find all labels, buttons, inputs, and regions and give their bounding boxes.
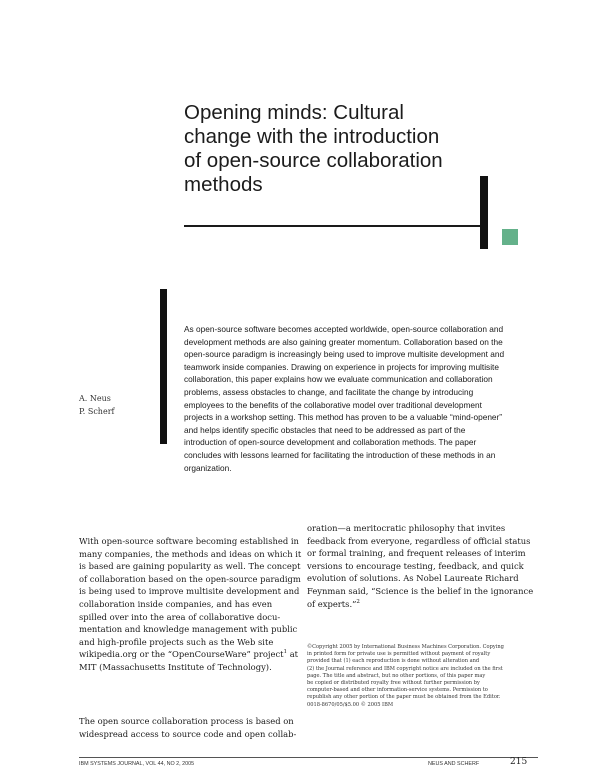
abstract-line: development methods are also gaining greater momentum. Collaboration based on the [184, 336, 503, 347]
title-line: change with the introduction [184, 125, 440, 148]
body-line: Feynman said, “Science is the belief in the ignorance [307, 585, 534, 596]
article-title [184, 101, 484, 197]
body-line-text: at [287, 649, 299, 660]
body-line: feedback from everyone, regardless of official status [307, 535, 531, 546]
abstract-line: collaboration, this paper explains how we evaluate communication and collaboration [184, 374, 493, 385]
author-list [79, 392, 114, 418]
decorative-green-square [502, 229, 518, 245]
abstract-line: projects in a workshop setting. This method has proven to be a valuable “mind-opener” [184, 412, 503, 423]
body-line: many companies, the methods and ideas on which it [79, 548, 302, 559]
title-line: methods [184, 173, 263, 196]
copyright-line: republish any other portion of the paper must be obtained from the Editor. [307, 694, 501, 701]
author-name: P. Scherf [79, 407, 115, 416]
body-line: oration—a meritocratic philosophy that invites [307, 523, 506, 533]
title-line: of open-source collaboration [184, 149, 443, 172]
decorative-vertical-bar-right [480, 176, 488, 249]
abstract-line: introduction of open-source development and collaboration methods. The paper [184, 437, 477, 448]
body-line: evolution of solutions. As Nobel Laureate Richard [307, 573, 519, 584]
body-line-text: wikipedia.org or the “OpenCourseWare” project [79, 649, 284, 660]
body-column-right [307, 522, 534, 610]
footnote-ref[interactable]: 1 [283, 649, 288, 656]
copyright-line: provided that (1) each reproduction is done without alteration and [307, 658, 480, 665]
abstract-line: employees to the benefits of the collaborative model over traditional development [184, 399, 482, 410]
footer-rule [79, 757, 538, 758]
body-line [307, 598, 527, 611]
abstract-line: and helps identify specific obstacles that need to be addressed as part of the [184, 424, 466, 435]
body-line: spilled over into the area of collaborative docu- [79, 611, 281, 622]
body-line: collaboration inside companies, and has even [79, 598, 273, 609]
abstract-line: As open-source software becomes accepted worldwide, open-source collaboration and [184, 324, 504, 334]
abstract-line: teamwork inside companies. Drawing on experience in projects for improving multisite [184, 361, 499, 372]
body-line: or formal training, and frequent releases of interim [307, 548, 526, 559]
body-line: MIT (Massachusetts Institute of Technology). [79, 661, 272, 672]
copyright-line: be copied or distributed royalty free without further permission by [307, 680, 480, 687]
body-line: widespread access to source code and open collab- [79, 728, 297, 739]
footnote-ref[interactable]: 2 [356, 598, 360, 605]
copyright-line: in printed form for private use is permitted without payment of royalty [307, 651, 491, 658]
abstract-line: organization. [184, 462, 232, 473]
body-line: mentation and knowledge management with public [79, 624, 298, 635]
body-line [79, 648, 299, 661]
title-line: Opening minds: Cultural [184, 101, 404, 124]
abstract [184, 323, 536, 474]
copyright-line: computer-based and other information-service systems. Permission to [307, 687, 488, 694]
decorative-vertical-bar-left [160, 289, 167, 444]
body-column-left-para1 [79, 535, 302, 674]
copyright-line: page. The title and abstract, but no other portions, of this paper may [307, 672, 486, 679]
abstract-line: problems, assess obstacles to change, and facilitate the change by introducing [184, 386, 474, 397]
abstract-line: open-source paradigm is increasingly being used to improve multisite development and [184, 349, 505, 360]
abstract-line: concludes with lessons learned for facilitating the introduction of these methods in an [184, 449, 496, 460]
copyright-notice [307, 644, 537, 709]
copyright-line: ©Copyright 2005 by International Business Machines Corporation. Copying [307, 644, 504, 650]
body-line: versions to encourage testing, feedback, and quick [307, 560, 524, 571]
page-number: 215 [510, 757, 528, 767]
author-name: A. Neus [79, 394, 111, 403]
body-line: With open-source software becoming established in [79, 536, 299, 546]
body-line: is based are gaining popularity as well. The concept [79, 561, 301, 572]
body-line-text: of experts.” [307, 598, 357, 609]
footer-journal: IBM SYSTEMS JOURNAL, VOL 44, NO 2, 2005 [79, 761, 195, 767]
body-line: is being used to improve multisite development and [79, 586, 300, 597]
body-line: of collaboration based on the open-source paradigm [79, 573, 301, 584]
title-underline-rule [184, 225, 481, 227]
body-line: The open source collaboration process is based on [79, 716, 294, 726]
body-line: and high-profile projects such as the Web site [79, 636, 274, 647]
copyright-line: 0018-8670/05/$5.00 © 2005 IBM [307, 701, 394, 708]
footer-authors: NEUS AND SCHERF [428, 761, 480, 767]
copyright-line: (2) the Journal reference and IBM copyright notice are included on the first [307, 665, 503, 672]
body-column-left-para2 [79, 715, 296, 740]
